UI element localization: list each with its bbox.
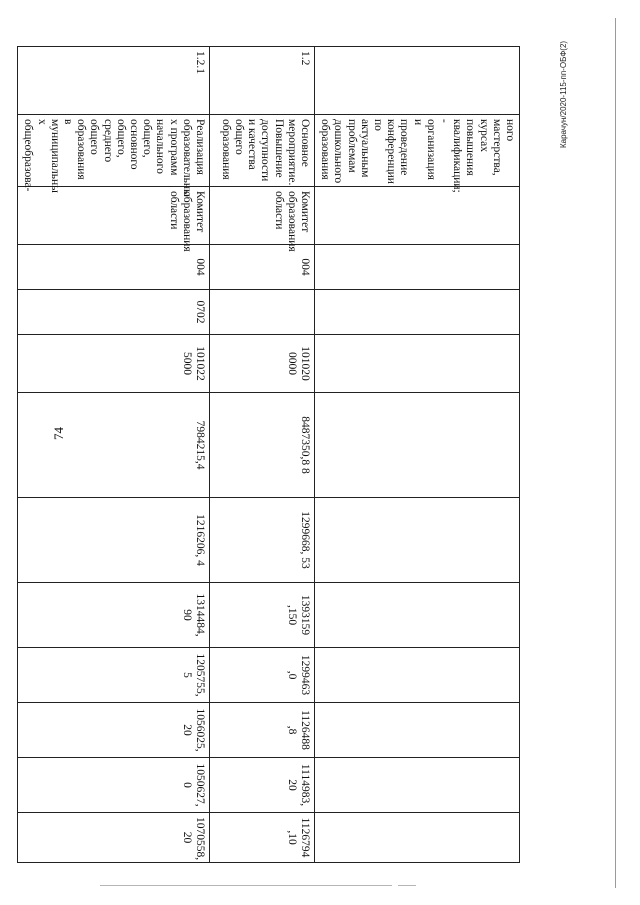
cell-csr — [314, 335, 519, 393]
cell-value: 1314484, 90 — [18, 583, 210, 648]
document-id-stamp: Карачун/2020-115-пп-ОБФ(2) — [559, 40, 568, 148]
cell-no: 1.2.1 — [18, 47, 210, 115]
cell-executor: Комитет образования области — [209, 187, 314, 245]
cell-rzpr: 0702 — [18, 290, 210, 335]
cell-value: 1114983, 20 — [209, 758, 314, 813]
table-row — [209, 47, 314, 863]
margin-rule — [615, 18, 616, 888]
cell-value: 1126794 ,10 — [209, 813, 314, 863]
cell-value: 7984215,4 — [18, 393, 210, 498]
cell-executor — [314, 187, 519, 245]
cell-name: ного мастерства, курсах повышения квалификации; - организация и проведение конференции по актуальным проблемам дошкольного образования — [314, 115, 519, 187]
cell-executor: Комитет образования области — [18, 187, 210, 245]
cell-value: 1070558, 20 — [18, 813, 210, 863]
footer-rule-mark — [398, 885, 416, 886]
table-row — [18, 47, 210, 863]
cell-value: 1050627, 0 — [18, 758, 210, 813]
cell-value: 1393159 ,150 — [209, 583, 314, 648]
budget-table — [17, 46, 520, 863]
cell-value: 1299668, 53 — [209, 498, 314, 583]
cell-name: Реализация образовательны х программ начального общего, основного общего, среднего общего образования в муниципальны х общеобразова- — [18, 115, 210, 187]
cell-rzpr — [209, 290, 314, 335]
cell-value — [314, 648, 519, 703]
cell-value — [314, 813, 519, 863]
footer-rule — [100, 885, 392, 886]
cell-value: 1056025, 20 — [18, 703, 210, 758]
cell-grbs: 004 — [18, 245, 210, 290]
table-container — [22, 46, 520, 861]
cell-value: 1205755, 5 — [18, 648, 210, 703]
cell-name: Основное мероприятие. Повышение доступности и качества общего образования — [209, 115, 314, 187]
cell-value: 1126488 ,8 — [209, 703, 314, 758]
cell-value — [314, 758, 519, 813]
cell-no: 1.2 — [209, 47, 314, 115]
cell-value — [314, 583, 519, 648]
cell-csr: 101020 0000 — [209, 335, 314, 393]
cell-no — [314, 47, 519, 115]
cell-value — [314, 498, 519, 583]
cell-grbs — [314, 245, 519, 290]
cell-value: 1299463 ,0 — [209, 648, 314, 703]
cell-csr: 101022 5000 — [18, 335, 210, 393]
page-number: 74 — [51, 427, 66, 440]
cell-grbs: 004 — [209, 245, 314, 290]
cell-rzpr — [314, 290, 519, 335]
cell-value — [314, 703, 519, 758]
cell-value: 1216206, 4 — [18, 498, 210, 583]
cell-value: 8487350,8 8 — [209, 393, 314, 498]
table-row — [314, 47, 519, 863]
cell-value — [314, 393, 519, 498]
